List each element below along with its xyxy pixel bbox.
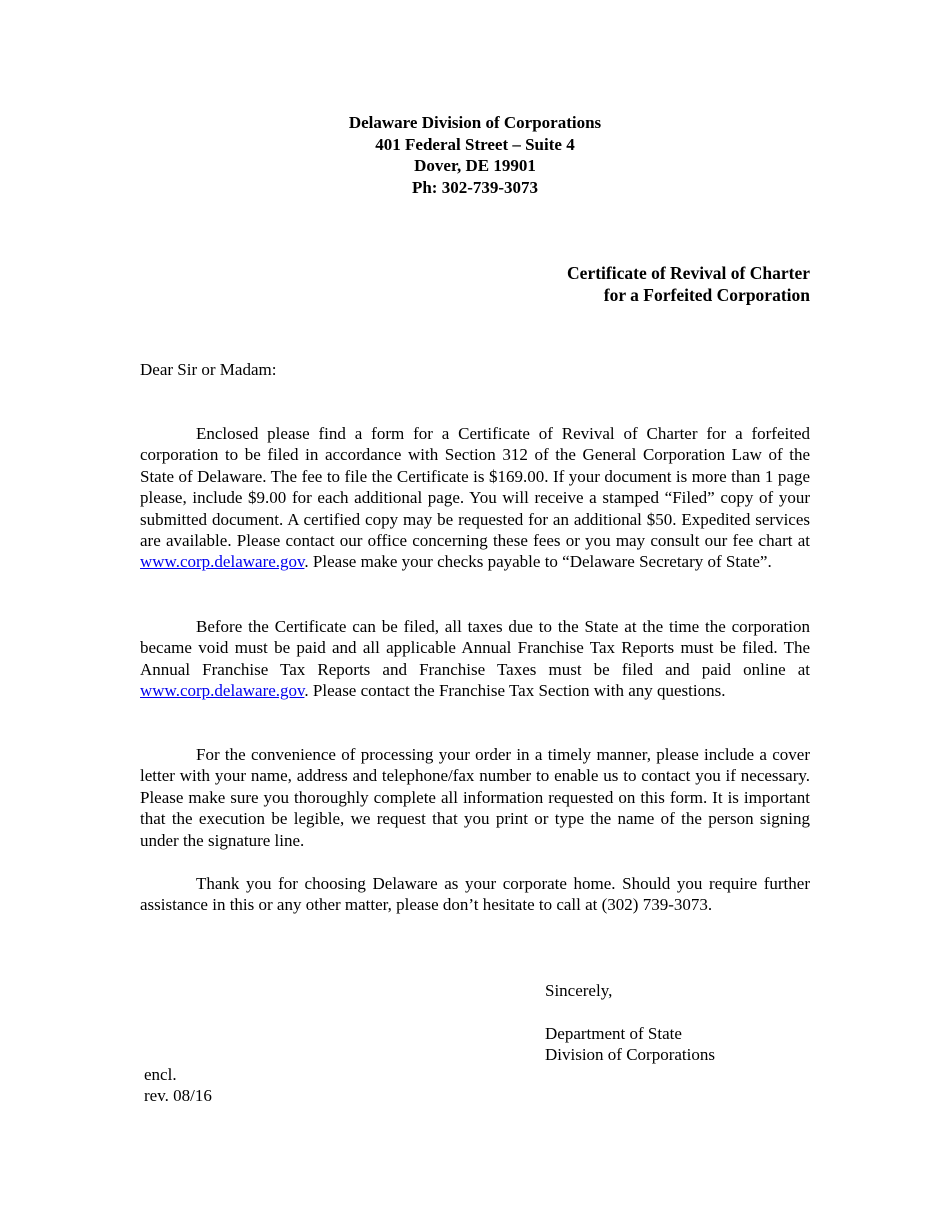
paragraph-fees (140, 423, 810, 573)
closing-sincerely: Sincerely, (545, 981, 613, 1000)
letterhead-phone: Ph: 302-739-3073 (411, 177, 539, 197)
letterhead-street: 401 Federal Street – Suite 4 (375, 134, 575, 154)
paragraph-taxes-text-end: . Please contact the Franchise Tax Section with any questions. (304, 681, 726, 701)
letterhead-org-name: Delaware Division of Corporations (348, 113, 602, 132)
paragraph-thank-you: Thank you for choosing Delaware as your corporate home. Should you require further assistance in this or any other matter, please don’t hesitate to call at (302) 739-3073. (140, 874, 810, 915)
enclosure-note: encl. (144, 1065, 177, 1084)
paragraph-taxes-text: Before the Certificate can be filed, all taxes due to the State at the time the corporation became void must be paid and all applicable Annual Franchise Tax Reports must be filed. The Annual Franchise Tax Reports and Franchise Taxes must be filed and paid online at (140, 617, 810, 679)
signer-division: Division of Corporations (545, 1045, 715, 1064)
signature-block (545, 1023, 715, 1065)
franchise-tax-link[interactable]: www.corp.delaware.gov (140, 681, 305, 701)
salutation: Dear Sir or Madam: (140, 360, 277, 379)
letterhead-city: Dover, DE 19901 (414, 156, 536, 175)
revision-note: rev. 08/16 (144, 1086, 212, 1105)
certificate-title (567, 262, 810, 306)
certificate-title-line1: Certificate of Revival of Charter (567, 263, 810, 283)
letterhead (0, 112, 950, 198)
footer-notes (144, 1064, 212, 1106)
paragraph-cover-letter: For the convenience of processing your order in a timely manner, please include a cover letter with your name, address and telephone/fax number to enable us to contact you if necessary. Please make sure you thoroughly complete all information requested on this form. It is important that the execution be legible, we request that you print or type the name of the person signing under the signature line. (140, 745, 810, 850)
paragraph-fees-text-end: . Please make your checks payable to “Delaware Secretary of State”. (304, 552, 772, 572)
paragraph-taxes (140, 616, 810, 702)
signer-department: Department of State (545, 1024, 682, 1043)
fee-chart-link[interactable]: www.corp.delaware.gov (140, 552, 305, 572)
paragraph-fees-text: Enclosed please find a form for a Certificate of Revival of Charter for a forfeited corporation to be filed in accordance with Section 312 of the General Corporation Law of the State of Delaware. The fee to file the Certificate is $169.00. If your document is more than 1 page please, include $9.00 for each additional page. You will receive a stamped “Filed” copy of your submitted document. A certified copy may be requested for an additional $50. Expedited services are available. Please contact our office concerning these fees or you may consult our fee chart at (140, 424, 810, 551)
certificate-title-line2: for a Forfeited Corporation (603, 285, 810, 305)
